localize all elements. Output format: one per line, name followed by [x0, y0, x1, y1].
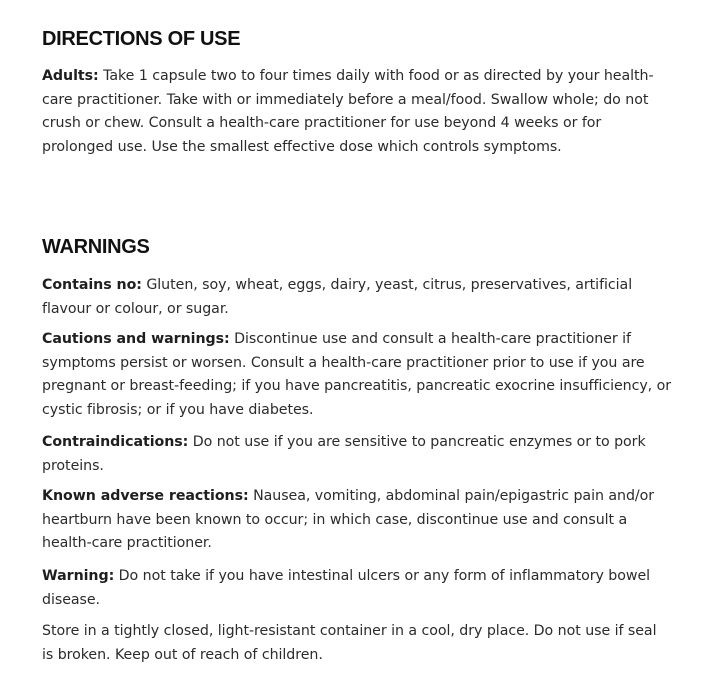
contains-no-text: Gluten, soy, wheat, eggs, dairy, yeast, citrus, preservatives, artificial flavour or colour, or sugar.	[42, 277, 633, 317]
warning-label: Warning:	[42, 568, 115, 584]
adults-paragraph	[42, 65, 672, 159]
contraindications-label: Contraindications:	[42, 434, 189, 450]
contraindications-text: Do not use if you are sensitive to pancreatic enzymes or to pork proteins.	[42, 434, 646, 474]
adverse-reactions-label: Known adverse reactions:	[42, 488, 249, 504]
contains-no-label: Contains no:	[42, 277, 142, 293]
cautions-paragraph	[42, 328, 672, 422]
adults-label: Adults:	[42, 68, 99, 84]
adverse-reactions-text: Nausea, vomiting, abdominal pain/epigastric pain and/or heartburn have been known to occur; in which case, discontinue use and consult a health-care practitioner.	[42, 488, 655, 551]
contains-no-paragraph	[42, 274, 672, 321]
warning-paragraph	[42, 565, 672, 612]
directions-heading: DIRECTIONS OF USE	[42, 28, 241, 50]
storage-paragraph: Store in a tightly closed, light-resistant container in a cool, dry place. Do not use if seal is broken. Keep out of reach of children.	[42, 623, 657, 663]
contraindications-paragraph	[42, 431, 672, 478]
cautions-label: Cautions and warnings:	[42, 331, 230, 347]
cautions-text: Discontinue use and consult a health-care practitioner if symptoms persist or worsen. Consult a health-care practitioner prior to use if you are pregnant or breast-feeding; if you have pancreatitis, pancreatic exocrine insufficiency, or cystic fibrosis; or if you have diabetes.	[42, 331, 672, 418]
adverse-reactions-paragraph	[42, 485, 672, 556]
warnings-heading: WARNINGS	[42, 236, 150, 258]
adults-text: Take 1 capsule two to four times daily with food or as directed by your health-care practitioner. Take with or immediately before a meal/food. Swallow whole; do not crush or chew. Consult a health-care practitioner for use beyond 4 weeks or for prolonged use. Use the smallest effective dose which controls symptoms.	[42, 68, 654, 155]
warning-text: Do not take if you have intestinal ulcers or any form of inflammatory bowel disease.	[42, 568, 651, 608]
